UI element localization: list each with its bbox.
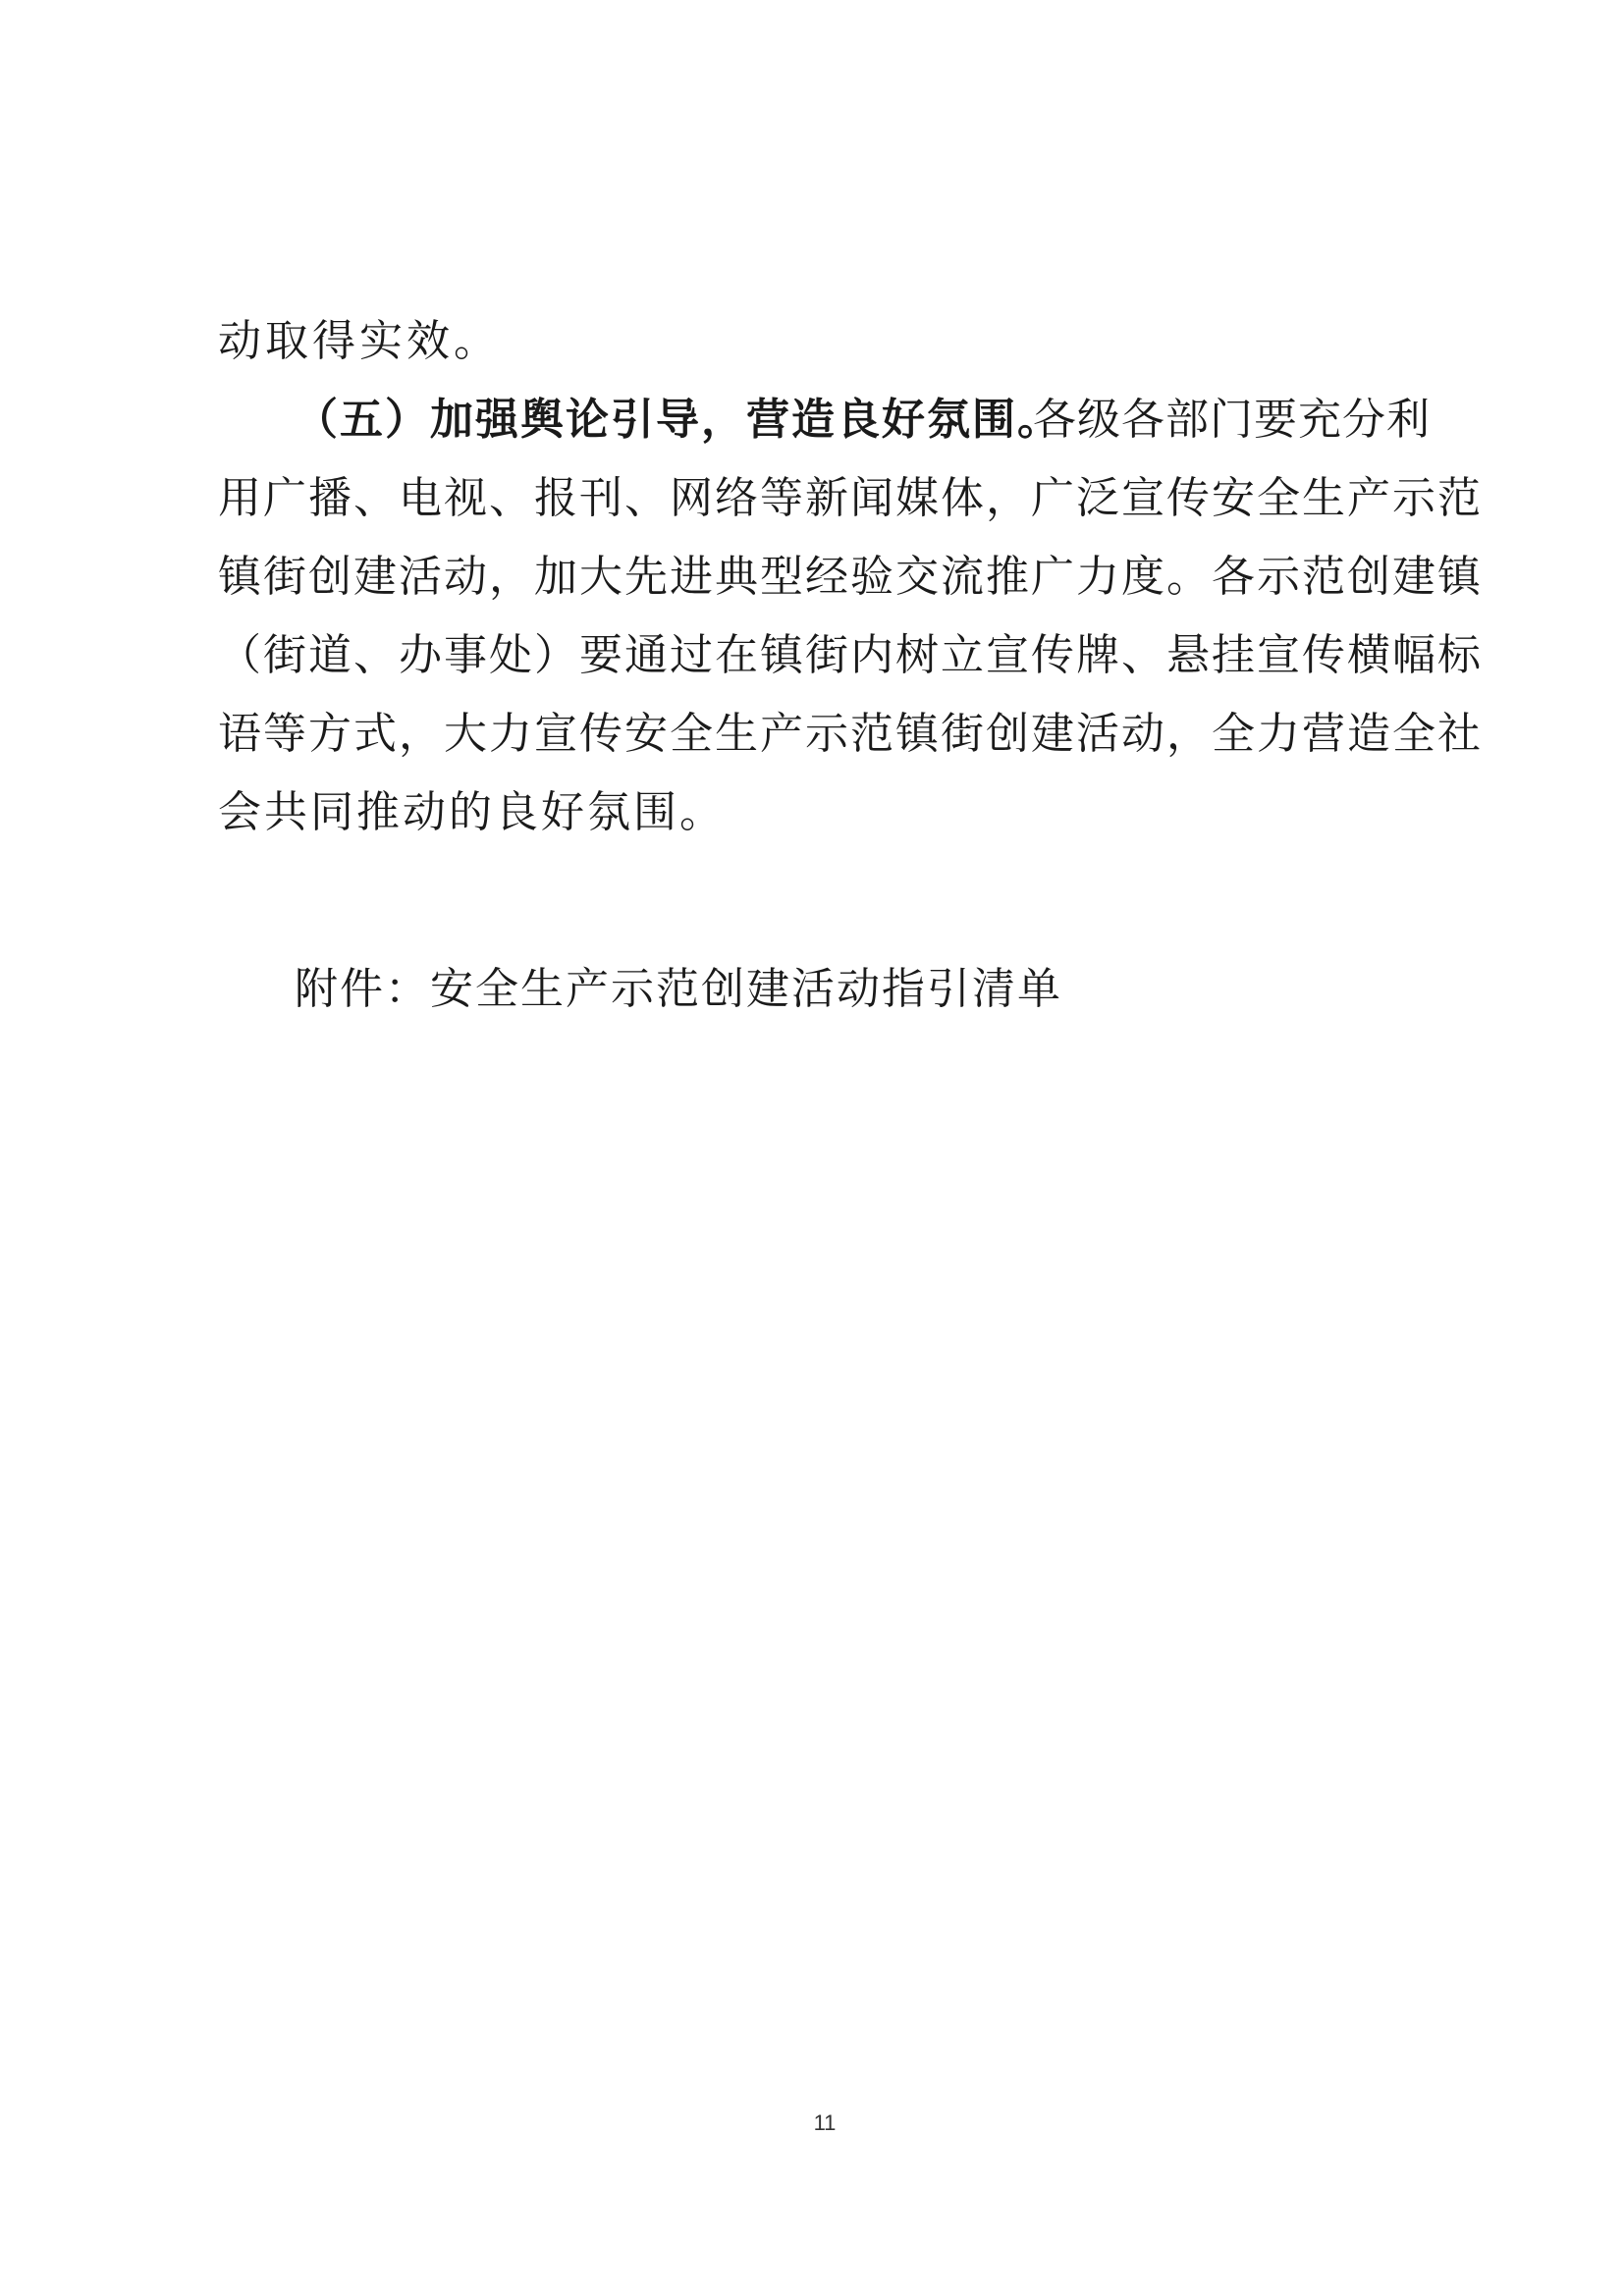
paragraph-line: [0, 783, 1624, 842]
paragraph-line: [0, 469, 1624, 528]
attachment-line: [0, 960, 1624, 1019]
line-text: 各级各部门要充分利: [1033, 395, 1431, 445]
paragraph-line: [0, 391, 1624, 450]
line-text: 会共同推动的良好氛围。: [218, 787, 726, 837]
line-text: 语等方式，大力宣传安全生产示范镇街创建活动，全力营造全社: [218, 709, 1483, 759]
attachment-text: 附件：安全生产示范创建活动指引清单: [295, 964, 1062, 1014]
paragraph-line: [0, 705, 1624, 764]
paragraph-line: [0, 548, 1624, 607]
line-text: 用广播、电视、报刊、网络等新闻媒体，广泛宣传安全生产示范: [218, 473, 1483, 523]
line-text: 动取得实效。: [218, 316, 501, 366]
paragraph-line: [0, 626, 1624, 685]
line-text: 镇街创建活动，加大先进典型经验交流推广力度。各示范创建镇: [218, 552, 1483, 602]
section-heading: （五）加强舆论引导，营造良好氛围。: [295, 395, 1062, 445]
line-text: （街道、办事处）要通过在镇街内树立宣传牌、悬挂宣传横幅标: [218, 630, 1483, 680]
paragraph-line: [0, 312, 1624, 371]
page-number: 11: [813, 2110, 837, 2135]
